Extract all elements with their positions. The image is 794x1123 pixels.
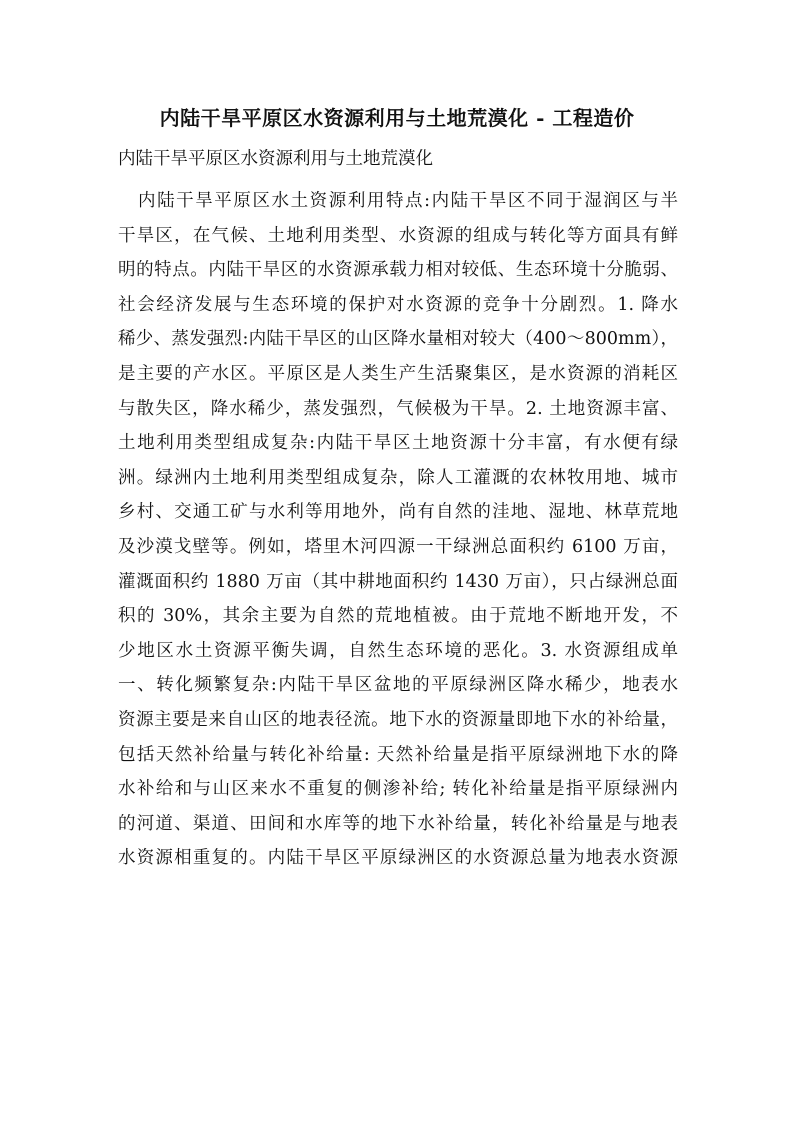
body-line: 水资源相重复的。内陆干旱区平原绿洲区的水资源总量为地表水资源 — [118, 848, 678, 869]
body-line: 资源主要是来自山区的地表径流。地下水的资源量即地下水的补给量， — [118, 709, 678, 730]
body-line: 包括天然补给量与转化补给量: 天然补给量是指平原绿洲地下水的降 — [118, 744, 678, 765]
body-line: 是主要的产水区。平原区是人类生产生活聚集区，是水资源的消耗区 — [118, 363, 678, 384]
body-line: 明的特点。内陆干旱区的水资源承载力相对较低、生态环境十分脆弱、 — [118, 260, 678, 281]
body-line: 的河道、渠道、田间和水库等的地下水补给量，转化补给量是与地表 — [118, 813, 678, 834]
body-line: 水补给和与山区来水不重复的侧渗补给; 转化补给量是指平原绿洲内 — [118, 779, 678, 800]
document-body — [118, 184, 678, 876]
body-line: 积的 30%，其余主要为自然的荒地植被。由于荒地不断地开发，不 — [118, 606, 678, 627]
body-line: 乡村、交通工矿与水利等用地外，尚有自然的洼地、湿地、林草荒地 — [118, 502, 678, 523]
body-line: 土地利用类型组成复杂:内陆干旱区土地资源十分丰富，有水便有绿 — [118, 433, 678, 454]
body-line: 稀少、蒸发强烈:内陆干旱区的山区降水量相对较大（400～800mm）， — [118, 329, 678, 350]
body-line: 与散失区，降水稀少，蒸发强烈，气候极为干旱。2. 土地资源丰富、 — [118, 398, 678, 419]
body-line: 干旱区，在气候、土地利用类型、水资源的组成与转化等方面具有鲜 — [118, 225, 678, 246]
body-line: 洲。绿洲内土地利用类型组成复杂，除人工灌溉的农林牧用地、城市 — [118, 467, 678, 488]
body-line: 灌溉面积约 1880 万亩（其中耕地面积约 1430 万亩），只占绿洲总面 — [118, 571, 678, 592]
body-line: 社会经济发展与生态环境的保护对水资源的竞争十分剧烈。1. 降水 — [118, 294, 678, 315]
document-title: 内陆干旱平原区水资源利用与土地荒漠化 - 工程造价 — [159, 106, 635, 130]
body-line: 一、转化频繁复杂:内陆干旱区盆地的平原绿洲区降水稀少，地表水 — [118, 675, 678, 696]
document-subtitle: 内陆干旱平原区水资源利用与土地荒漠化 — [118, 149, 433, 169]
body-line: 少地区水土资源平衡失调，自然生态环境的恶化。3. 水资源组成单 — [118, 640, 678, 661]
body-line: 及沙漠戈壁等。例如，塔里木河四源一干绿洲总面积约 6100 万亩， — [118, 536, 678, 557]
body-line: 内陆干旱平原区水土资源利用特点:内陆干旱区不同于湿润区与半 — [138, 191, 678, 211]
